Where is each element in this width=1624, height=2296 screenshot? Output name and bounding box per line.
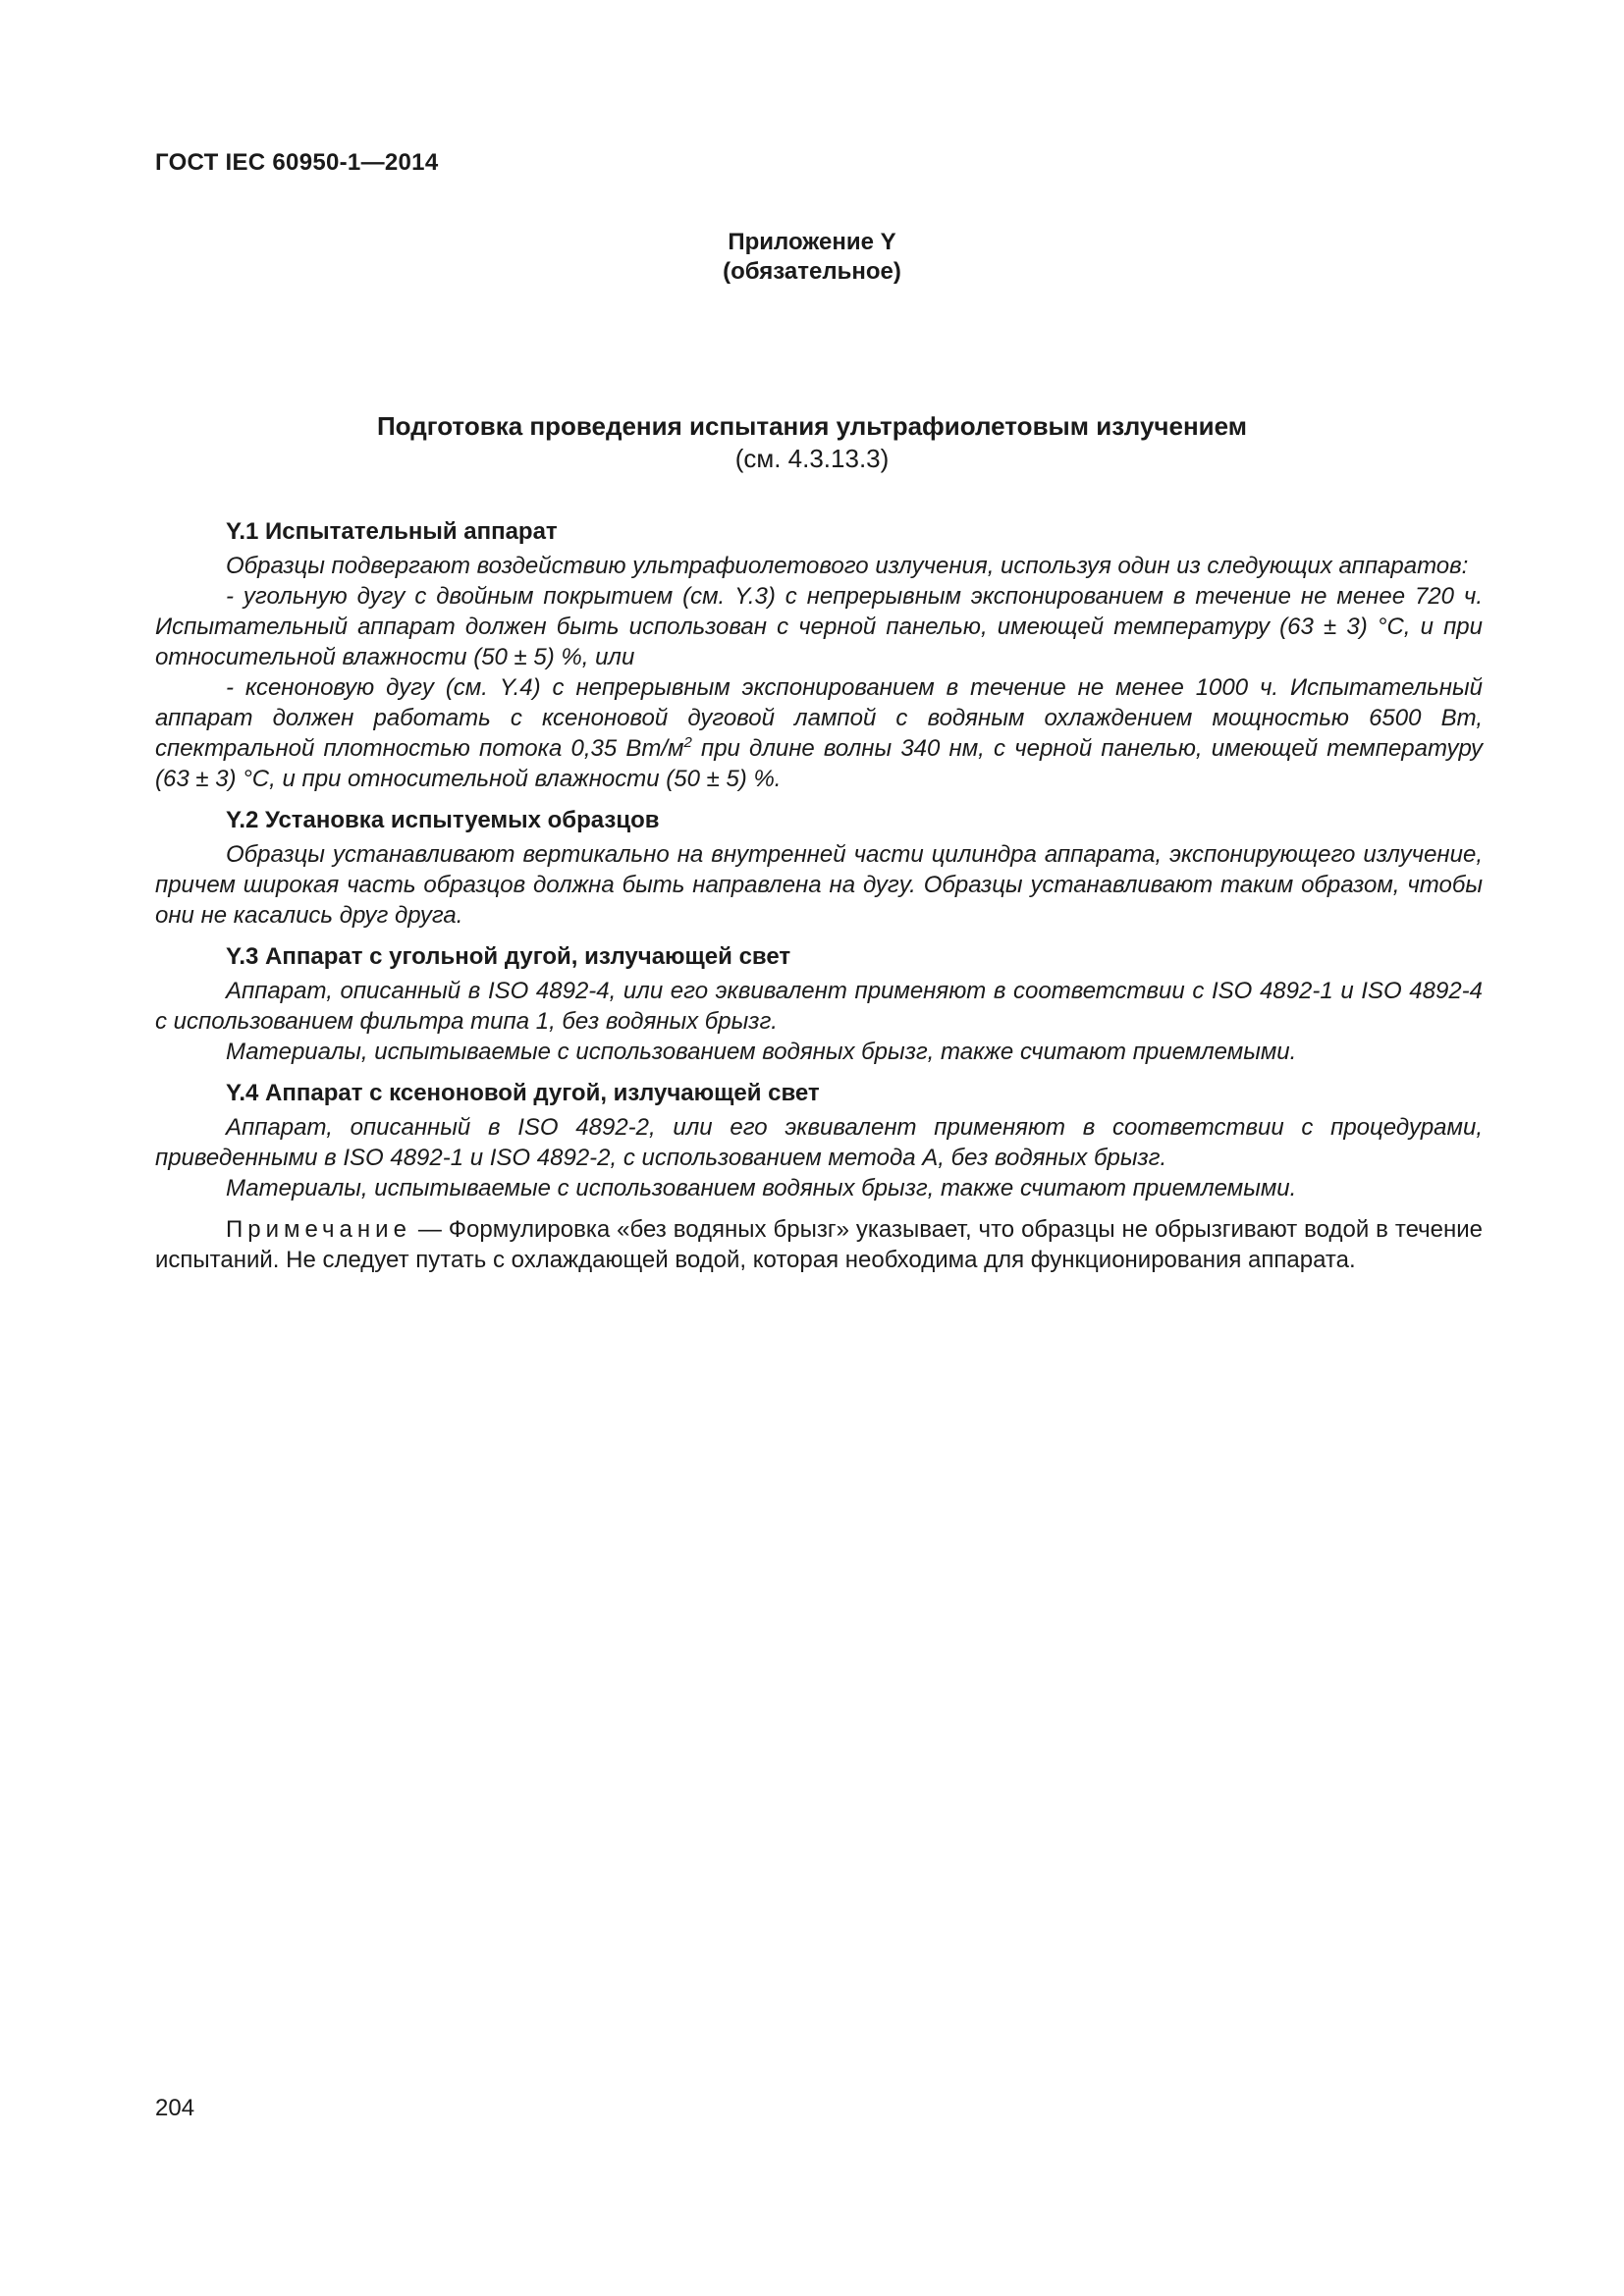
unit-superscript: 2 — [683, 734, 692, 751]
standard-designation: ГОСТ IEC 60950-1—2014 — [155, 149, 439, 176]
xenon-text-after: при длине волны 340 нм, с черной панелью, имеющей температуру (63 ± 3) °С, и при относительной влажности (50 ± 5) %. — [155, 735, 1483, 792]
section-y1 — [155, 516, 1483, 794]
annex-title: Приложение Y — [728, 229, 896, 255]
note-label: Примечание — [226, 1216, 411, 1243]
note-text: — Формулировка «без водяных брызг» указывает, что образцы не обрызгивают водой в течение испытаний. Не следует путать с охлаждающей водой, которая необходима для функционирования аппарата. — [155, 1216, 1483, 1273]
section-y3 — [155, 941, 1483, 1067]
paragraph: Образцы подвергают воздействию ультрафиолетового излучения, используя один из следующих аппаратов: — [226, 553, 1469, 579]
annex-status: (обязательное) — [723, 258, 901, 285]
list-item-xenon-arc — [155, 672, 1483, 794]
paragraph: Аппарат, описанный в ISO 4892-4, или его эквивалент применяют в соответствии с ISO 4892-1 и ISO 4892-4 с использованием фильтра типа 1, без водяных брызг. — [155, 978, 1483, 1035]
main-title-reference: (см. 4.3.13.3) — [734, 444, 890, 473]
paragraph: Аппарат, описанный в ISO 4892-2, или его эквивалент применяют в соответствии с процедурами, приведенными в ISO 4892-1 и ISO 4892-2, с использованием метода А, без водяных брызг. — [155, 1114, 1483, 1171]
note-paragraph — [155, 1214, 1483, 1275]
page-number: 204 — [155, 2095, 195, 2121]
section-heading: Y.2 Установка испытуемых образцов — [226, 807, 660, 833]
section-heading: Y.1 Испытательный аппарат — [226, 518, 558, 545]
paragraph: Образцы устанавливают вертикально на внутренней части цилиндра аппарата, экспонирующего излучение, причем широкая часть образцов должна быть направлена на дугу. Образцы устанавливают таким образом, чтобы они не касались друг друга. — [155, 841, 1483, 929]
section-y2 — [155, 805, 1483, 931]
main-title-text: Подготовка проведения испытания ультрафиолетовым излучением — [376, 411, 1248, 441]
section-y4 — [155, 1078, 1483, 1203]
paragraph: Материалы, испытываемые с использованием водяных брызг, также считают приемлемыми. — [226, 1175, 1297, 1201]
list-item-carbon-arc: - угольную дугу с двойным покрытием (см. Y.3) с непрерывным экспонированием в течение не менее 720 ч. Испытательный аппарат должен быть использован с черной панелью, имеющей температуру (63 ± 3) °С, и при относительной влажности (50 ± 5) %, или — [155, 583, 1483, 670]
section-heading: Y.3 Аппарат с угольной дугой, излучающей свет — [226, 943, 791, 970]
document-body — [155, 516, 1483, 1275]
annex-main-title — [0, 410, 1624, 475]
xenon-text-before: - ксеноновую дугу (см. Y.4) с непрерывным экспонированием в течение не менее 1000 ч. Испытательный аппарат должен работать с ксеноновой дуговой лампой с водяным охлаждением мощностью 6500 Вт, спектральной плотностью потока 0,35 Вт/м — [155, 674, 1483, 762]
section-heading: Y.4 Аппарат с ксеноновой дугой, излучающей свет — [226, 1080, 820, 1106]
paragraph: Материалы, испытываемые с использованием водяных брызг, также считают приемлемыми. — [226, 1039, 1297, 1065]
annex-heading — [0, 228, 1624, 287]
